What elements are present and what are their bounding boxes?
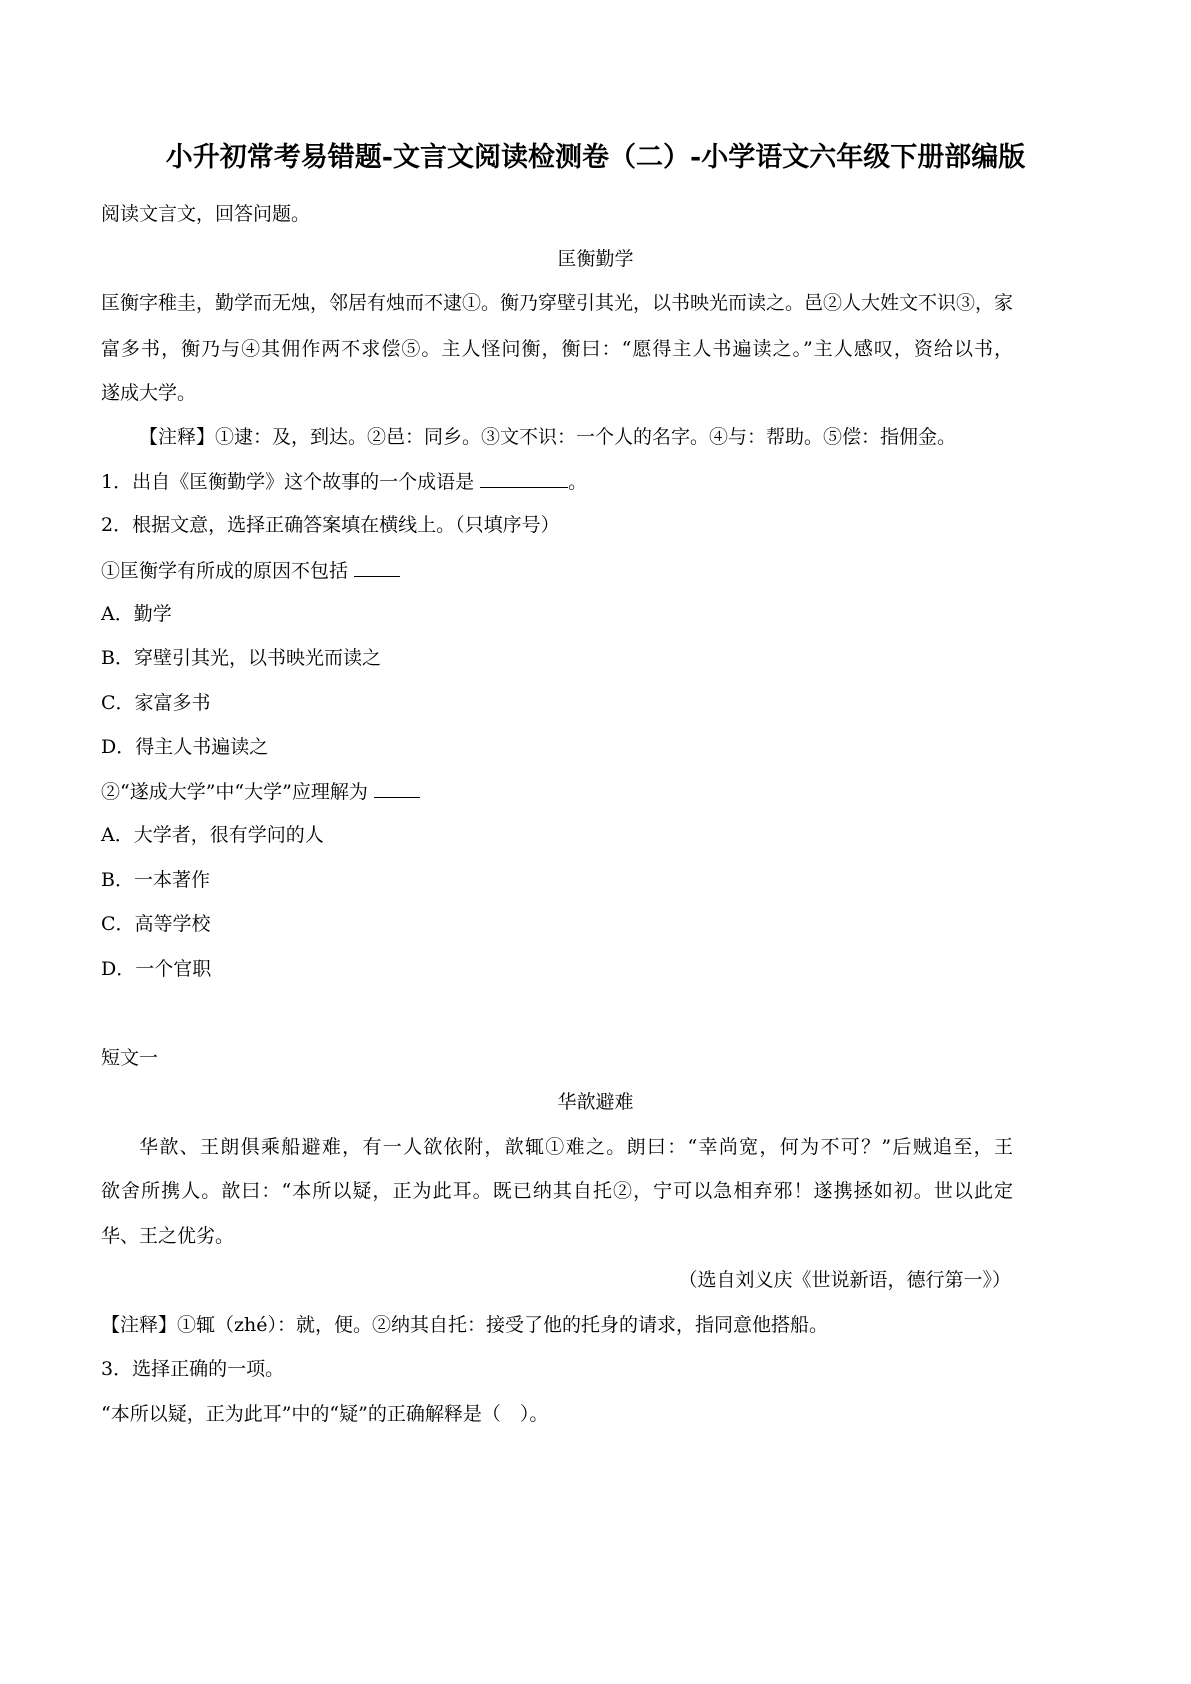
passage-line: 华歆、王朗俱乘船避难，有一人欲依附，歆辄①难之。朗曰：“幸尚宽，何为不可？”后贼追至，王	[139, 1136, 1013, 1158]
sub-question-text: ②“遂成大学”中“大学”应理解为	[101, 781, 368, 803]
question-3-stem: “本所以疑，正为此耳”中的“疑”的正确解释是（ ）。	[101, 1403, 549, 1425]
document-title: 小升初常考易错题-文言文阅读检测卷（二）-小学语文六年级下册部编版	[165, 142, 1026, 173]
passage-note: 【注释】①逮：及，到达。②邑：同乡。③文不识：一个人的名字。④与：帮助。⑤偿：指佣金。	[139, 426, 957, 448]
question-end: 。	[568, 471, 588, 493]
passage-line: 遂成大学。	[101, 382, 197, 404]
passage-source: （选自刘义庆《世说新语，德行第一》）	[678, 1269, 1011, 1291]
passage-line: 欲舍所携人。歆曰：“本所以疑，正为此耳。既已纳其自托②，宁可以急相弃邪！遂携拯如初。世以此定	[101, 1180, 1013, 1202]
sub-question-text: ①匡衡学有所成的原因不包括	[101, 560, 349, 582]
question-2-sub1	[101, 558, 400, 583]
question-3: 3．选择正确的一项。	[101, 1358, 285, 1380]
option: D．一个官职	[101, 958, 212, 980]
instruction: 阅读文言文，回答问题。	[101, 203, 311, 225]
passage-title: 华歆避难	[557, 1091, 634, 1113]
answer-blank[interactable]	[354, 558, 400, 577]
option: C．高等学校	[101, 913, 211, 935]
question-2: 2．根据文意，选择正确答案填在横线上。（只填序号）	[101, 514, 560, 536]
passage-line: 匡衡字稚圭，勤学而无烛，邻居有烛而不逮①。衡乃穿壁引其光，以书映光而读之。邑②人大姓文不识③，家	[101, 292, 1014, 314]
option: D．得主人书遍读之	[101, 736, 269, 758]
option: B．穿壁引其光，以书映光而读之	[101, 647, 381, 669]
question-1	[101, 469, 587, 494]
option: A．大学者，很有学问的人	[101, 824, 324, 846]
answer-blank[interactable]	[374, 779, 420, 798]
passage-title: 匡衡勤学	[557, 248, 634, 270]
answer-blank[interactable]	[480, 469, 568, 488]
question-2-sub2	[101, 779, 420, 804]
passage-note: 【注释】①辄（zhé）：就，便。②纳其自托：接受了他的托身的请求，指同意他搭船。	[101, 1314, 828, 1336]
section-label: 短文一	[101, 1047, 159, 1069]
question-text: 1．出自《匡衡勤学》这个故事的一个成语是	[101, 471, 475, 493]
passage-line: 富多书，衡乃与④其佣作两不求偿⑤。主人怪问衡，衡曰：“愿得主人书遍读之。”主人感叹，资给以书，	[101, 338, 1013, 360]
option: C．家富多书	[101, 692, 211, 714]
option: B．一本著作	[101, 869, 210, 891]
option: A．勤学	[101, 603, 172, 625]
passage-line: 华、王之优劣。	[101, 1225, 235, 1247]
